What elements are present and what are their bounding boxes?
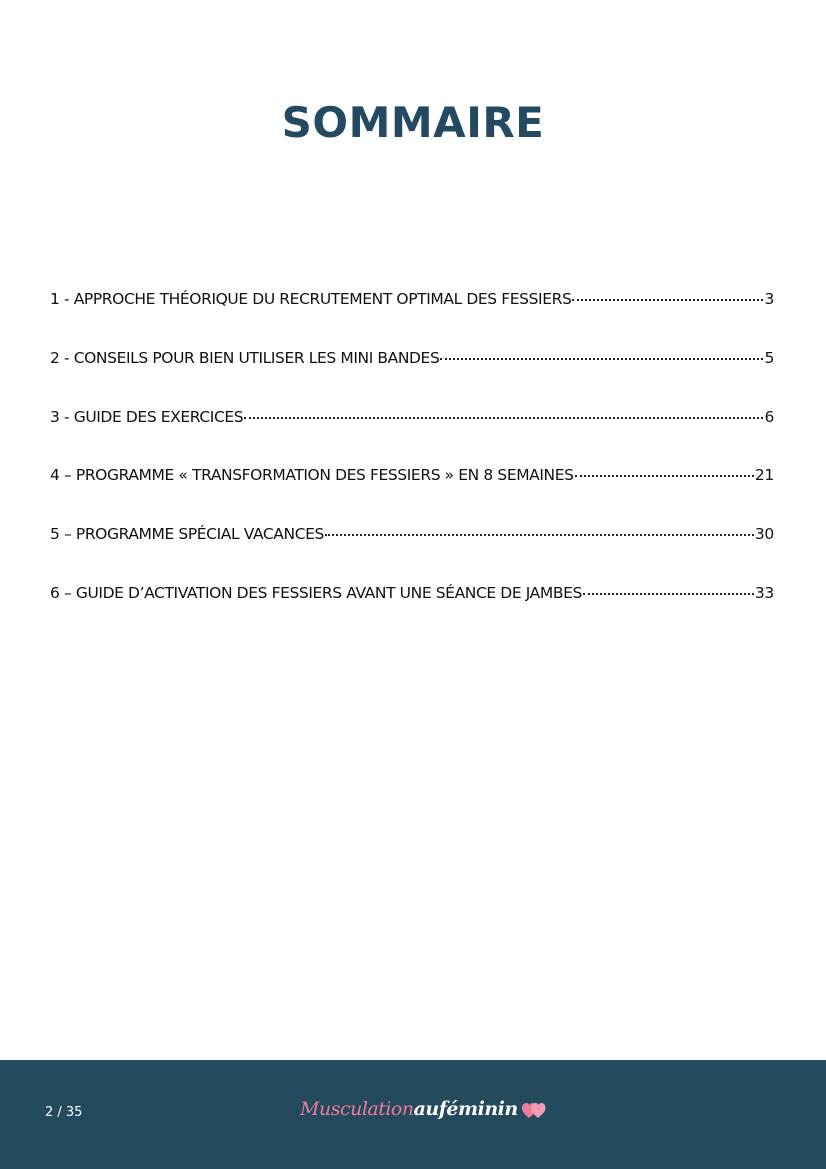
toc-entry-page: 30 xyxy=(754,525,774,544)
toc-entry-page: 21 xyxy=(754,466,774,485)
page-title: SOMMAIRE xyxy=(281,98,545,147)
toc-entry-2[interactable] xyxy=(50,349,774,408)
toc-entry-page: 6 xyxy=(764,407,774,426)
page-number: 2 / 35 xyxy=(45,1105,83,1120)
toc-entry-page: 5 xyxy=(764,348,774,367)
toc-dot-leader xyxy=(440,358,763,360)
toc-entry-page: 3 xyxy=(764,290,774,308)
toc-dot-leader xyxy=(325,534,754,536)
brand-logo xyxy=(300,1098,546,1120)
brand-name-part-2: auféminin xyxy=(413,1098,518,1120)
toc-entry-3[interactable] xyxy=(50,408,774,467)
heart-icon xyxy=(522,1102,546,1118)
toc-dot-leader xyxy=(572,299,763,301)
brand-name-part-1: Musculation xyxy=(300,1098,414,1120)
toc-entry-6[interactable] xyxy=(50,584,774,643)
table-of-contents xyxy=(50,290,774,643)
toc-dot-leader xyxy=(575,475,754,477)
toc-dot-leader xyxy=(244,417,763,419)
toc-entry-5[interactable] xyxy=(50,525,774,584)
toc-dot-leader xyxy=(583,593,754,595)
toc-entry-label: 2 - CONSEILS POUR BIEN UTILISER LES MINI BANDES xyxy=(50,348,440,367)
toc-entry-label: 1 - APPROCHE THÉORIQUE DU RECRUTEMENT OPTIMAL DES FESSIERS xyxy=(50,290,572,308)
toc-entry-label: 3 - GUIDE DES EXERCICES xyxy=(50,407,244,426)
toc-entry-label: 6 – GUIDE D’ACTIVATION DES FESSIERS AVANT UNE SÉANCE DE JAMBES xyxy=(50,583,582,602)
toc-entry-label: 5 – PROGRAMME SPÉCIAL VACANCES xyxy=(50,525,324,544)
toc-entry-4[interactable] xyxy=(50,466,774,525)
page-footer xyxy=(0,1060,826,1169)
toc-entry-label: 4 – PROGRAMME « TRANSFORMATION DES FESSIERS » EN 8 SEMAINES xyxy=(50,466,574,485)
toc-entry-1[interactable] xyxy=(50,290,774,349)
toc-entry-page: 33 xyxy=(754,583,774,602)
